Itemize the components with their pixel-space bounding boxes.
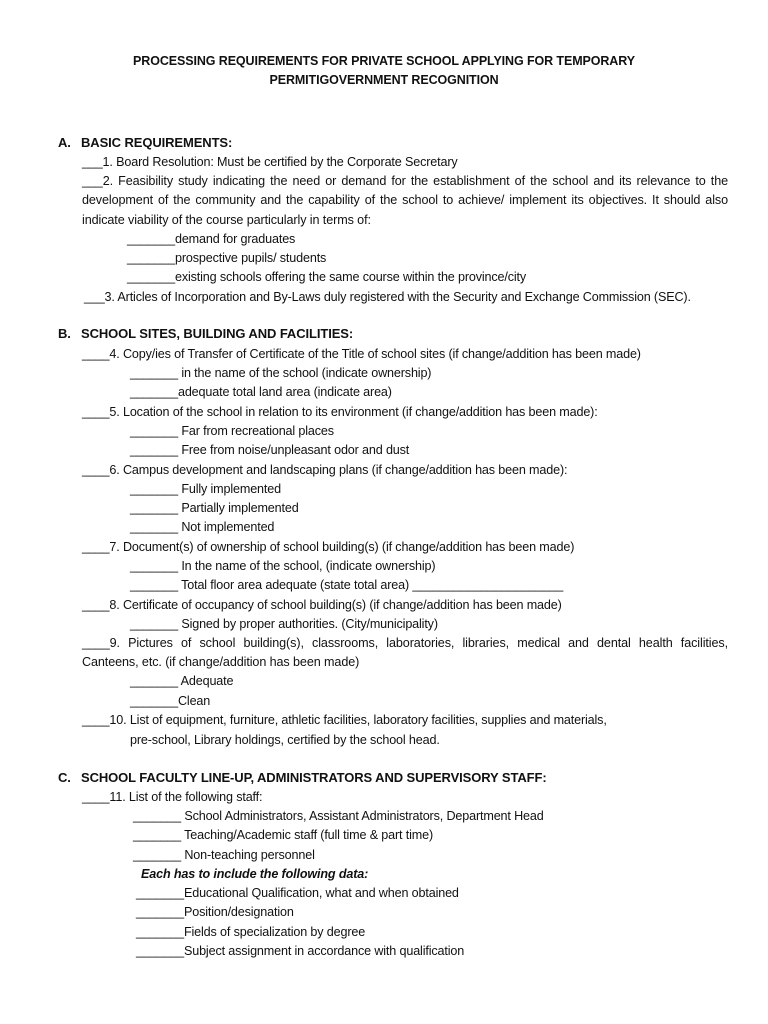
item-7-sub-floor-area: _______ Total floor area adequate (state total area) ______________________ bbox=[130, 578, 564, 592]
item-5-sub-recreational: _______ Far from recreational places bbox=[130, 424, 334, 438]
item-1: ___1. Board Resolution: Must be certified by the Corporate Secretary bbox=[82, 155, 458, 169]
item-2-sub-demand: _______demand for graduates bbox=[127, 232, 296, 246]
item-6-sub-partially: _______ Partially implemented bbox=[130, 501, 299, 515]
item-2-sub-prospective: _______prospective pupils/ students bbox=[127, 251, 327, 265]
item-8: ____8. Certificate of occupancy of school building(s) (if change/addition has been made) bbox=[82, 598, 562, 612]
data-specialization: _______Fields of specialization by degree bbox=[136, 925, 366, 939]
item-5: ____5. Location of the school in relation to its environment (if change/addition has been made): bbox=[82, 405, 598, 419]
item-9-sub-adequate: _______ Adequate bbox=[130, 674, 234, 688]
item-6: ____6. Campus development and landscaping plans (if change/addition has been made): bbox=[82, 463, 568, 477]
item-7: ____7. Document(s) of ownership of school building(s) (if change/addition has been made) bbox=[82, 540, 575, 554]
item-8-sub-signed: _______ Signed by proper authorities. (City/municipality) bbox=[130, 617, 438, 631]
section-a-heading bbox=[58, 134, 232, 152]
section-c-letter: C. bbox=[58, 770, 71, 785]
item-4: ____4. Copy/ies of Transfer of Certificate of the Title of school sites (if change/addition has been made) bbox=[82, 347, 641, 361]
item-7-sub-ownership: _______ In the name of the school, (indicate ownership) bbox=[130, 559, 436, 573]
item-11-sub-teaching: _______ Teaching/Academic staff (full time & part time) bbox=[133, 828, 433, 842]
item-2: ___2. Feasibility study indicating the need or demand for the establishment of the school and its relevance to the development of the community and the capability of the school to achieve/ implement its objectives. It should also indicate viability of the course particularly in terms of: bbox=[82, 174, 728, 227]
data-position: _______Position/designation bbox=[136, 905, 294, 919]
section-a-letter: A. bbox=[58, 135, 71, 150]
item-4-sub-ownership: _______ in the name of the school (indicate ownership) bbox=[130, 366, 432, 380]
item-11-sub-non-teaching: _______ Non-teaching personnel bbox=[133, 848, 315, 862]
item-9-sub-clean: _______Clean bbox=[130, 694, 211, 708]
section-a-title: BASIC REQUIREMENTS: bbox=[81, 135, 233, 150]
section-b-heading bbox=[58, 325, 353, 343]
section-c-title: SCHOOL FACULTY LINE-UP, ADMINISTRATORS AND SUPERVISORY STAFF: bbox=[81, 770, 547, 785]
item-11: ____11. List of the following staff: bbox=[82, 790, 263, 804]
item-2-sub-existing: _______existing schools offering the same course within the province/city bbox=[127, 270, 527, 284]
item-9: ____9. Pictures of school building(s), classrooms, laboratories, libraries, medical and dental health facilities, Canteens, etc. (if change/addition has been made) bbox=[82, 636, 728, 670]
item-6-sub-not: _______ Not implemented bbox=[130, 520, 275, 534]
section-b-letter: B. bbox=[58, 326, 71, 341]
item-4-sub-land-area: _______adequate total land area (indicate area) bbox=[130, 385, 392, 399]
document-title-line1: PROCESSING REQUIREMENTS FOR PRIVATE SCHOOL APPLYING FOR TEMPORARY bbox=[133, 54, 635, 68]
data-subject-assignment: _______Subject assignment in accordance with qualification bbox=[136, 944, 465, 958]
section-b-title: SCHOOL SITES, BUILDING AND FACILITIES: bbox=[81, 326, 354, 341]
data-requirement-note: Each has to include the following data: bbox=[141, 867, 369, 881]
item-10: ____10. List of equipment, furniture, athletic facilities, laboratory facilities, supplies and materials, bbox=[82, 713, 607, 727]
item-5-sub-noise: _______ Free from noise/unpleasant odor and dust bbox=[130, 443, 410, 457]
section-c-heading bbox=[58, 769, 547, 787]
data-educational-qualification: _______Educational Qualification, what and when obtained bbox=[136, 886, 459, 900]
item-3: ___3. Articles of Incorporation and By-Laws duly registered with the Security and Exchange Commission (SEC). bbox=[84, 290, 691, 304]
item-6-sub-fully: _______ Fully implemented bbox=[130, 482, 281, 496]
document-title-line2: PERMITIGOVERNMENT RECOGNITION bbox=[269, 73, 499, 87]
item-10-continued: pre-school, Library holdings, certified by the school head. bbox=[130, 733, 440, 747]
item-11-sub-administrators: _______ School Administrators, Assistant Administrators, Department Head bbox=[133, 809, 544, 823]
